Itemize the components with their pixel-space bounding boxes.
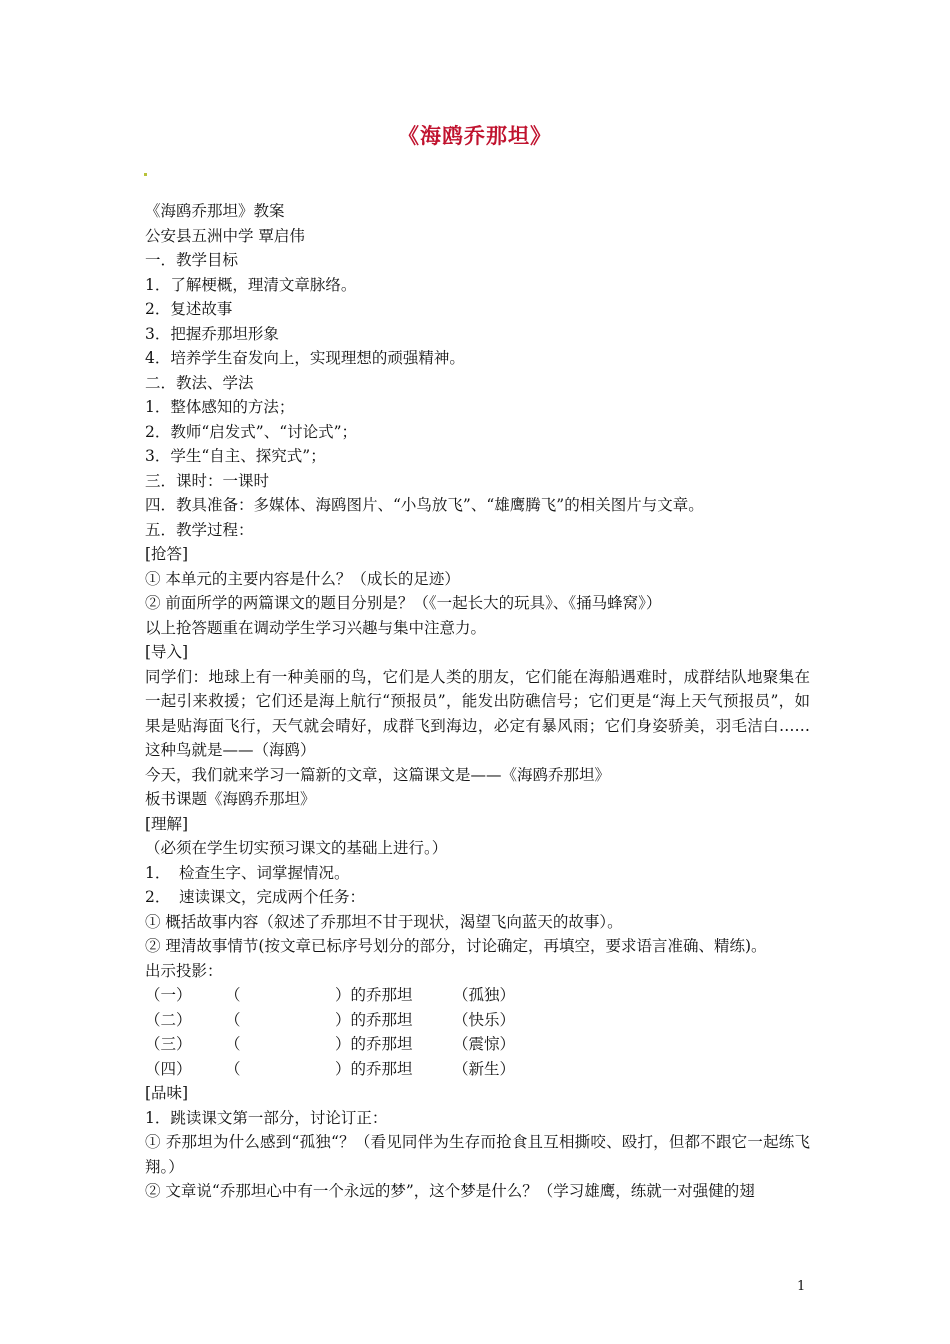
text-line: 2．教师“启发式”、“讨论式”；: [145, 422, 358, 441]
table-cell-answer: （新生）: [453, 1059, 516, 1078]
table-cell-mid: ）的乔那坦: [335, 1035, 413, 1053]
section-heading: 四．教具准备：多媒体、海鸥图片、“小鸟放飞”、“雄鹰腾飞”的相关图片与文章。: [145, 496, 704, 514]
text-line: 今天，我们就来学习一篇新的文章，这篇课文是——《海鸥乔那坦》: [145, 765, 611, 784]
table-cell-answer: （快乐）: [453, 1010, 516, 1029]
table-cell-answer: （孤独）: [453, 986, 516, 1004]
item-number: 2．: [145, 888, 171, 906]
section-heading: 五．教学过程：: [145, 520, 254, 539]
table-row: [145, 983, 810, 1008]
text-line: 板书课题《海鸥乔那坦》: [145, 790, 316, 808]
text-line: 公安县五洲中学 覃启伟: [145, 226, 305, 245]
table-row: [145, 1032, 810, 1057]
text-line: 2．复述故事: [145, 300, 233, 318]
table-cell-part: （一）: [145, 986, 192, 1004]
text-line: 出示投影：: [145, 961, 223, 980]
question-paragraph: ① 乔那坦为什么感到“孤独“？（看见同伴为生存而抢食且互相撕咬、殴打，但都不跟它一起练飞翔。）: [145, 1133, 810, 1176]
table-cell-open: （: [225, 1035, 241, 1053]
table-cell-mid: ）的乔那坦: [335, 1059, 413, 1078]
table-cell-open: （: [225, 986, 241, 1004]
table-row: [145, 1057, 810, 1082]
section-heading: 一．教学目标: [145, 251, 239, 269]
item-text: 速读课文，完成两个任务：: [179, 888, 366, 906]
text-line: 4．培养学生奋发向上，实现理想的顽强精神。: [145, 349, 465, 367]
text-line: 1．跳读课文第一部分，讨论订正：: [145, 1108, 388, 1127]
table-cell-part: （三）: [145, 1035, 192, 1053]
table-cell-answer: （震惊）: [453, 1035, 516, 1053]
text-line: 3．学生“自主、探究式”；: [145, 447, 326, 465]
intro-paragraph: 同学们：地球上有一种美丽的鸟，它们是人类的朋友，它们能在海船遇难时，成群结队地聚集在一起引来救援；它们还是海上航行“预报员”，能发出防礁信号；它们更是“海上天气预报员”，如果是贴海面飞行，天气就会晴好，成群飞到海边，必定有暴风雨；它们身姿骄美，羽毛洁白……这种鸟就是——（海鸥）: [145, 667, 810, 759]
section-heading: 三．课时：一课时: [145, 471, 270, 490]
bracket-heading: [抢答]: [145, 545, 189, 563]
text-line: ② 理清故事情节(按文章已标序号划分的部分，讨论确定，再填空，要求语言准确、精练)。: [145, 937, 767, 955]
text-line: 1．整体感知的方法；: [145, 398, 295, 416]
table-cell-open: （: [225, 1059, 241, 1078]
bracket-heading: [理解]: [145, 814, 189, 833]
text-line: ② 前面所学的两篇课文的题目分别是？（《一起长大的玩具》、《捅马蜂窝》）: [145, 594, 662, 612]
text-line: 《海鸥乔那坦》教案: [145, 202, 285, 220]
item-text: 检查生字、词掌握情况。: [179, 863, 350, 882]
text-line: ① 概括故事内容（叙述了乔那坦不甘于现状，渴望飞向蓝天的故事）。: [145, 912, 623, 931]
table-cell-mid: ）的乔那坦: [335, 1010, 413, 1029]
question-line: ② 文章说“乔那坦心中有一个永远的梦”，这个梦是什么？（学习雄鹰，练就一对强健的翅: [145, 1182, 755, 1200]
numbered-item: [145, 861, 810, 886]
table-cell-mid: ）的乔那坦: [335, 986, 413, 1004]
text-line: 以上抢答题重在调动学生学习兴趣与集中注意力。: [145, 618, 487, 637]
section-heading: 二．教法、学法: [145, 373, 254, 392]
document-body: [145, 199, 810, 1204]
bracket-heading: [品味]: [145, 1084, 189, 1102]
numbered-item: [145, 885, 810, 910]
item-number: 1．: [145, 863, 171, 882]
document-title: 《海鸥乔那坦》: [398, 123, 552, 148]
table-cell-part: （四）: [145, 1059, 192, 1078]
text-line: ① 本单元的主要内容是什么？（成长的足迹）: [145, 569, 460, 588]
decorative-dot: [144, 173, 147, 176]
table-row: [145, 1008, 810, 1033]
table-cell-open: （: [225, 1010, 241, 1029]
text-line: 3．把握乔那坦形象: [145, 324, 279, 343]
bracket-heading: [导入]: [145, 643, 189, 661]
table-cell-part: （二）: [145, 1010, 192, 1029]
text-line: 1．了解梗概，理清文章脉络。: [145, 275, 357, 294]
text-line: （必须在学生切实预习课文的基础上进行。）: [145, 839, 448, 857]
page-number: 1: [797, 1279, 806, 1294]
